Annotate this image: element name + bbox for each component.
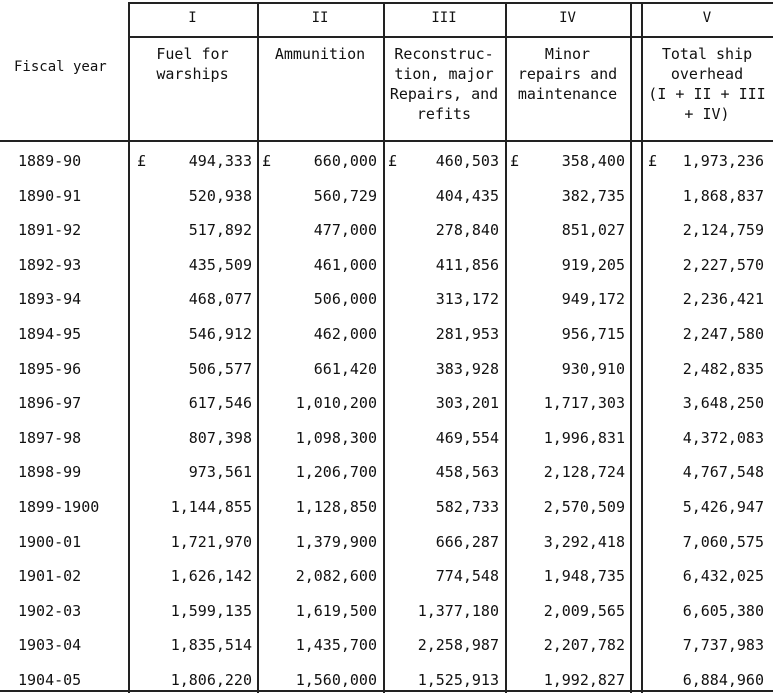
fiscal-year-cell: 1897-98: [18, 428, 82, 447]
value-cell: 506,577: [188, 359, 252, 378]
value-cell: 2,482,835: [682, 359, 764, 378]
value-cell: 506,000: [313, 290, 377, 309]
column-rule-3: [505, 2, 507, 693]
value-cell: 1,619,500: [295, 601, 377, 620]
fiscal-year-cell: 1904-05: [18, 671, 82, 689]
value-cell: 919,205: [561, 255, 625, 274]
value-cell: 1,948,735: [543, 567, 625, 586]
table-bottom-rule: [0, 690, 773, 692]
value-cell: 462,000: [313, 325, 377, 343]
value-cell: 469,554: [435, 428, 499, 447]
column-numeral: IV: [559, 10, 576, 26]
value-cell: 930,910: [561, 359, 625, 378]
value-cell: 458,563: [435, 463, 499, 482]
header-bottom-rule: [0, 140, 773, 142]
value-cell: 1,973,236: [682, 152, 764, 170]
value-cell: 560,729: [313, 186, 377, 205]
value-cell: 2,128,724: [543, 463, 625, 482]
value-cell: 6,884,960: [682, 671, 764, 689]
value-cell: 582,733: [435, 498, 499, 516]
column-numeral: I: [188, 10, 197, 26]
value-cell: 1,626,142: [170, 567, 252, 586]
value-cell: 1,992,827: [543, 671, 625, 689]
value-cell: 1,144,855: [170, 498, 252, 516]
value-cell: 404,435: [435, 186, 499, 205]
value-cell: 2,009,565: [543, 601, 625, 620]
value-cell: 1,806,220: [170, 671, 252, 689]
value-cell: 2,258,987: [417, 636, 499, 655]
currency-symbol: £: [137, 152, 147, 170]
value-cell: 313,172: [435, 290, 499, 309]
column-rule-0: [128, 4, 130, 693]
value-cell: 5,426,947: [682, 498, 764, 516]
column-header: Total ship overhead (I + II + III + IV): [648, 45, 766, 123]
value-cell: 956,715: [561, 325, 625, 343]
value-cell: 617,546: [188, 394, 252, 413]
value-cell: 546,912: [188, 325, 252, 343]
fiscal-year-cell: 1892-93: [18, 255, 82, 274]
value-cell: 1,868,837: [682, 186, 764, 205]
value-cell: 1,377,180: [417, 601, 499, 620]
fiscal-year-cell: 1902-03: [18, 601, 82, 620]
fiscal-year-cell: 1896-97: [18, 394, 82, 413]
value-cell: 973,561: [188, 463, 252, 482]
value-cell: 7,060,575: [682, 532, 764, 551]
fiscal-year-cell: 1900-01: [18, 532, 82, 551]
value-cell: 1,717,303: [543, 394, 625, 413]
currency-symbol: £: [648, 152, 658, 170]
fiscal-year-header: Fiscal year: [14, 59, 107, 75]
value-cell: 460,503: [435, 152, 499, 170]
value-cell: 3,292,418: [543, 532, 625, 551]
value-cell: 1,435,700: [295, 636, 377, 655]
fiscal-year-cell: 1901-02: [18, 567, 82, 586]
column-rule-4: [630, 2, 632, 693]
value-cell: 1,379,900: [295, 532, 377, 551]
value-cell: 383,928: [435, 359, 499, 378]
currency-symbol: £: [262, 152, 272, 170]
currency-symbol: £: [388, 152, 398, 170]
value-cell: 382,735: [561, 186, 625, 205]
value-cell: 358,400: [561, 152, 625, 170]
value-cell: 1,206,700: [295, 463, 377, 482]
value-cell: 2,227,570: [682, 255, 764, 274]
value-cell: 7,737,983: [682, 636, 764, 655]
column-numeral: III: [431, 10, 457, 26]
column-numeral: II: [311, 10, 329, 26]
column-header: Ammunition: [274, 45, 366, 63]
currency-symbol: £: [510, 152, 520, 170]
value-cell: 278,840: [435, 221, 499, 240]
value-cell: 477,000: [313, 221, 377, 240]
value-cell: 494,333: [188, 152, 252, 170]
value-cell: 3,648,250: [682, 394, 764, 413]
value-cell: 303,201: [435, 394, 499, 413]
value-cell: 1,128,850: [295, 498, 377, 516]
fiscal-year-cell: 1899-1900: [18, 498, 100, 516]
value-cell: 660,000: [313, 152, 377, 170]
value-cell: 1,010,200: [295, 394, 377, 413]
value-cell: 435,509: [188, 255, 252, 274]
value-cell: 851,027: [561, 221, 625, 240]
value-cell: 774,548: [435, 567, 499, 586]
column-header: Minor repairs and maintenance: [517, 45, 618, 103]
fiscal-year-cell: 1891-92: [18, 221, 82, 240]
value-cell: 1,996,831: [543, 428, 625, 447]
value-cell: 1,835,514: [170, 636, 252, 655]
value-cell: 520,938: [188, 186, 252, 205]
value-cell: 949,172: [561, 290, 625, 309]
value-cell: 281,953: [435, 325, 499, 343]
table-top-rule: [128, 2, 773, 4]
value-cell: 1,599,135: [170, 601, 252, 620]
value-cell: 1,098,300: [295, 428, 377, 447]
value-cell: 2,247,580: [682, 325, 764, 343]
value-cell: 807,398: [188, 428, 252, 447]
fiscal-year-cell: 1889-90: [18, 152, 82, 170]
column-header: Reconstruc- tion, major Repairs, and refits: [389, 45, 499, 123]
column-numeral: V: [702, 10, 712, 26]
fiscal-year-cell: 1895-96: [18, 359, 82, 378]
value-cell: 2,124,759: [682, 221, 764, 240]
column-header: Fuel for warships: [156, 45, 229, 83]
value-cell: 661,420: [313, 359, 377, 378]
value-cell: 468,077: [188, 290, 252, 309]
value-cell: 2,236,421: [682, 290, 764, 309]
value-cell: 2,570,509: [543, 498, 625, 516]
fiscal-year-cell: 1894-95: [18, 325, 82, 343]
value-cell: 2,207,782: [543, 636, 625, 655]
value-cell: 6,605,380: [682, 601, 764, 620]
fiscal-year-cell: 1903-04: [18, 636, 82, 655]
fiscal-year-cell: 1893-94: [18, 290, 82, 309]
value-cell: 1,525,913: [417, 671, 499, 689]
fiscal-year-cell: 1898-99: [18, 463, 82, 482]
value-cell: 2,082,600: [295, 567, 377, 586]
value-cell: 6,432,025: [682, 567, 764, 586]
numeral-rule: [128, 36, 773, 38]
value-cell: 666,287: [435, 532, 499, 551]
value-cell: 4,767,548: [682, 463, 764, 482]
fiscal-year-cell: 1890-91: [18, 186, 82, 205]
value-cell: 4,372,083: [682, 428, 764, 447]
value-cell: 517,892: [188, 221, 252, 240]
value-cell: 1,560,000: [295, 671, 377, 689]
value-cell: 1,721,970: [170, 532, 252, 551]
column-rule-1: [257, 2, 259, 693]
value-cell: 411,856: [435, 255, 499, 274]
value-cell: 461,000: [313, 255, 377, 274]
